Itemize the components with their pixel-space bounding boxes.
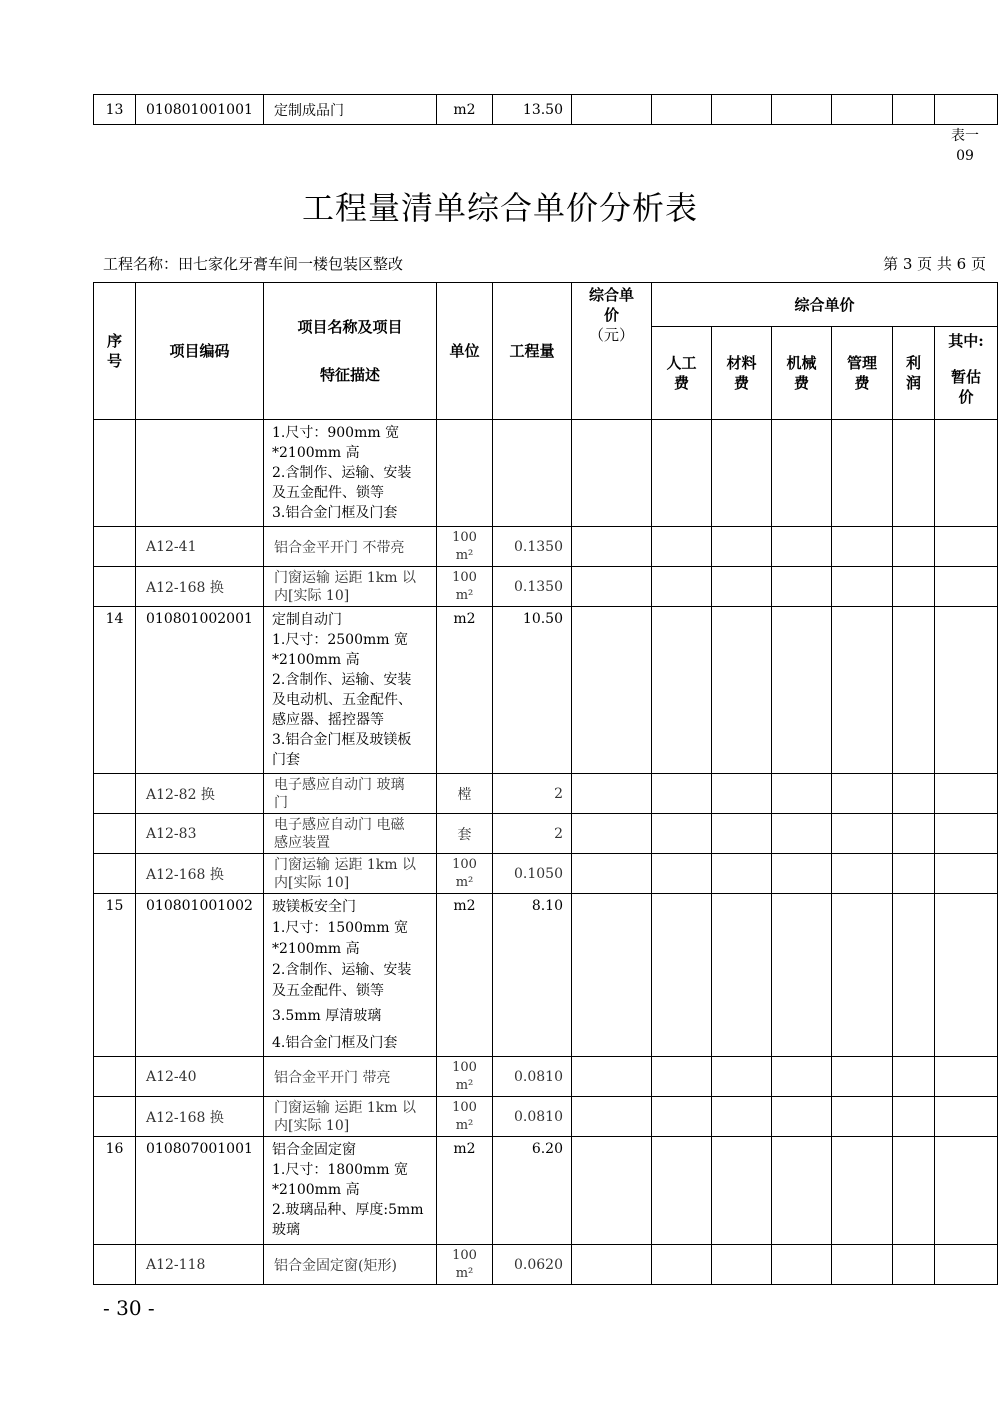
row-code: 010801001001 — [136, 95, 264, 125]
header-machine: 机械费 — [772, 327, 832, 420]
table-row: 16 010807001001 铝合金固定窗 1.尺寸：1800mm 宽 *2100mm 高 2.玻璃品种、厚度:5mm 玻璃 m2 6.20 — [94, 1137, 998, 1245]
item-description: 铝合金固定窗 1.尺寸：1800mm 宽 *2100mm 高 2.玻璃品种、厚度:5mm 玻璃 — [264, 1137, 437, 1245]
table-row: A12-40 铝合金平开门 带亮 100 m² 0.0810 — [94, 1057, 998, 1097]
header-mgmt: 管理费 — [832, 327, 893, 420]
header-unit-price: 综合单价 （元） — [572, 283, 652, 420]
project-name: 工程名称：田七家化牙膏车间一楼包装区整改 — [103, 255, 404, 273]
header-unit: 单位 — [437, 283, 493, 420]
header-labor: 人工费 — [652, 327, 712, 420]
table-row: A12-118 铝合金固定窗(矩形) 100 m² 0.0620 — [94, 1245, 998, 1285]
top-continuation-table — [93, 94, 998, 125]
page-title: 工程量清单综合单价分析表 — [301, 189, 698, 227]
header-profit: 利润 — [893, 327, 935, 420]
table-row: A12-82 换 电子感应自动门 玻璃 门 樘 2 — [94, 774, 998, 814]
item-description: 玻镁板安全门 1.尺寸：1500mm 宽 *2100mm 高 2.含制作、运输、安装 及五金配件、锁等 3.5mm 厚清玻璃 4.铝合金门框及门套 — [264, 894, 437, 1057]
item-description: 定制自动门 1.尺寸：2500mm 宽 *2100mm 高 2.含制作、运输、安装 及电动机、五金配件、 感应器、摇控器等 3.铝合金门框及玻镁板 门套 — [264, 607, 437, 774]
page-info: 第 3 页 共 6 页 — [883, 255, 986, 273]
table-row: 14 010801002001 定制自动门 1.尺寸：2500mm 宽 *2100mm 高 2.含制作、运输、安装 及电动机、五金配件、 感应器、摇控器等 3.铝合金门框及玻镁板 门套 m2 10.50 — [94, 607, 998, 774]
table-row: 15 010801001002 玻镁板安全门 1.尺寸：1500mm 宽 *2100mm 高 2.含制作、运输、安装 及五金配件、锁等 3.5mm 厚清玻璃 4.铝合金门框及门套 m2 8.10 — [94, 894, 998, 1057]
table-row: A12-168 换 门窗运输 运距 1km 以 内[实际 10] 100 m² 0.1050 — [94, 854, 998, 894]
header-group-unit-price: 综合单价 — [652, 283, 998, 327]
table-row — [94, 95, 998, 125]
header-name: 项目名称及项目 特征描述 — [264, 283, 437, 420]
table-row: A12-83 电子感应自动门 电磁 感应装置 套 2 — [94, 814, 998, 854]
header-no: 序号 — [94, 283, 136, 420]
header-estimate: 其中: 暂估价 — [935, 327, 998, 420]
table-row: A12-168 换 门窗运输 运距 1km 以 内[实际 10] 100 m² 0.1350 — [94, 567, 998, 607]
unit-price-analysis-table — [93, 282, 998, 1285]
item-description: 1.尺寸：900mm 宽 *2100mm 高 2.含制作、运输、安装 及五金配件、锁等 3.铝合金门框及门套 — [264, 420, 437, 527]
header-code: 项目编码 — [136, 283, 264, 420]
table-row — [94, 420, 998, 527]
row-qty: 13.50 — [493, 95, 572, 125]
row-unit: m2 — [437, 95, 493, 125]
table-row: A12-168 换 门窗运输 运距 1km 以 内[实际 10] 100 m² 0.0810 — [94, 1097, 998, 1137]
page-number: - 30 - — [103, 1296, 155, 1320]
header-material: 材料费 — [712, 327, 772, 420]
header-qty: 工程量 — [493, 283, 572, 420]
table-number-note: 表一 09 — [951, 128, 979, 164]
row-name: 定制成品门 — [264, 95, 437, 125]
table-row: A12-41 铝合金平开门 不带亮 100 m² 0.1350 — [94, 527, 998, 567]
row-no: 13 — [94, 95, 136, 125]
header-row — [94, 283, 998, 327]
